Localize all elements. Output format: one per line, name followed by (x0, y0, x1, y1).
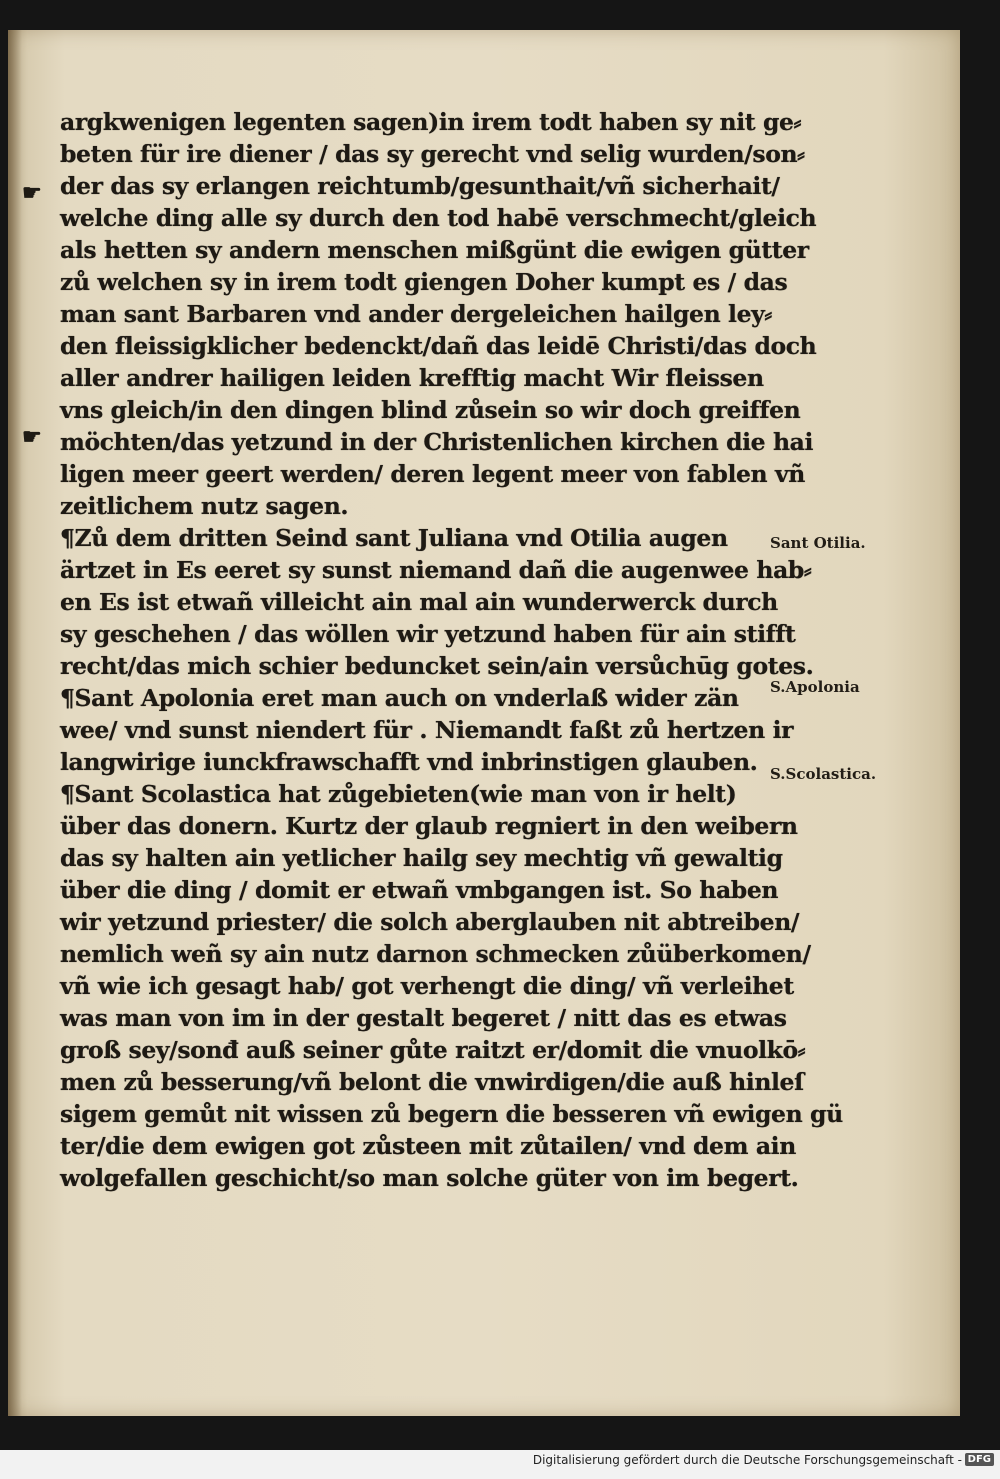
text-line: wolgefallen geschicht/so man solche güter von im begert. (60, 1164, 799, 1192)
text-line: über das donern. Kurtz der glaub regniert in den weibern (60, 812, 798, 840)
text-line: aller andrer hailigen leiden krefftig macht Wir fleissen (60, 364, 764, 392)
text-line: ärtzet in Es eeret sy sunst niemand dañ die augenwee hab⸗ (60, 556, 812, 584)
book-page (8, 30, 960, 1416)
text-line: als hetten sy andern menschen mißgünt die ewigen gütter (60, 236, 809, 264)
text-line: zeitlichem nutz sagen. (60, 492, 349, 520)
text-line: wee/ vnd sunst niendert für . Niemandt faßt zů hertzen ir (60, 716, 794, 744)
text-line: recht/das mich schier beduncket sein/ain versůchūg gotes. (60, 652, 814, 680)
text-line: ¶Zů dem dritten Seind sant Juliana vnd Otilia augen (60, 524, 728, 552)
marginal-note-otilia: Sant Otilia. (770, 534, 866, 552)
text-line: langwirige iunckfrawschafft vnd inbrinstigen glauben. (60, 748, 758, 776)
text-line: zů welchen sy in irem todt giengen Doher kumpt es / das (60, 268, 788, 296)
text-line: vñ wie ich gesagt hab/ got verhengt die ding/ vñ verleihet (60, 972, 794, 1000)
text-line: sy geschehen / das wöllen wir yetzund haben für ain stifft (60, 620, 796, 648)
text-line: groß sey/sonđ auß seiner gůte raitzt er/domit die vnuolkō⸗ (60, 1036, 806, 1064)
text-line: vns gleich/in den dingen blind zůsein so wir doch greiffen (60, 396, 801, 424)
text-line: nemlich weñ sy ain nutz darnon schmecken zůüberkomen/ (60, 940, 811, 968)
text-line: ¶Sant Scolastica hat zůgebieten(wie man von ir helt) (60, 780, 737, 808)
text-line: men zů besserung/vñ belont die vnwirdigen/die auß hinleſ (60, 1068, 804, 1096)
text-line: das sy halten ain yetlicher hailg sey mechtig vñ gewaltig (60, 844, 783, 872)
page-spine-shadow (8, 30, 22, 1416)
text-line: man sant Barbaren vnd ander dergeleichen hailgen ley⸗ (60, 300, 772, 328)
text-line: welche ding alle sy durch den tod habē verschmecht/gleich (60, 204, 817, 232)
text-line: argkwenigen legenten sagen)in irem todt haben sy nit ge⸗ (60, 108, 802, 136)
text-line: den fleissigklicher bedenckt/dañ das leidē Christi/das doch (60, 332, 817, 360)
text-line: der das sy erlangen reichtumb/gesunthait/vñ sicherhait/ (60, 172, 780, 200)
text-line: beten für ire diener / das sy gerecht vnd selig wurden/son⸗ (60, 140, 805, 168)
marginal-note-apolonia: S.Apolonia (770, 678, 860, 696)
marginal-note-scolastica: S.Scolastica. (770, 765, 877, 783)
text-line: sigem gemůt nit wissen zů begern die besseren vñ ewigen gü (60, 1100, 843, 1128)
manicule-mark-2: ☛ (22, 424, 42, 450)
text-line: ¶Sant Apolonia eret man auch on vnderlaß wider zän (60, 684, 739, 712)
text-line: ter/die dem ewigen got zůsteen mit zůtailen/ vnd dem ain (60, 1132, 796, 1160)
manicule-mark-1: ☛ (22, 180, 42, 206)
text-line: was man von im in der gestalt begeret / nitt das es etwas (60, 1004, 787, 1032)
text-line: über die ding / domit er etwañ vmbgangen ist. So haben (60, 876, 779, 904)
text-line: en Es ist etwañ villeicht ain mal ain wunderwerck durch (60, 588, 778, 616)
funding-notice: Digitalisierung gefördert durch die Deutsche Forschungsgemeinschaft - (532, 1453, 962, 1467)
text-line: ligen meer geert werden/ deren legent meer von fablen vñ (60, 460, 805, 488)
dfg-logo: DFG (965, 1453, 994, 1466)
text-line: wir yetzund priester/ die solch aberglauben nit abtreiben/ (60, 908, 800, 936)
text-line: möchten/das yetzund in der Christenlichen kirchen die hai (60, 428, 814, 456)
